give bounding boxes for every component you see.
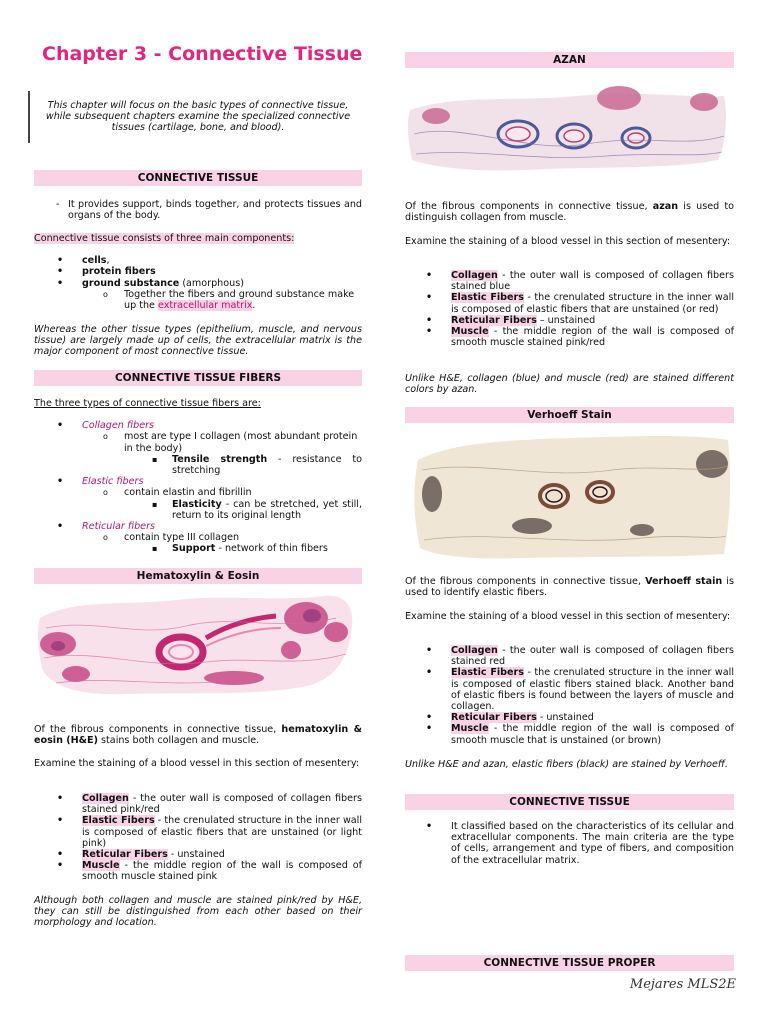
azan-examine: Examine the staining of a blood vessel in this section of mesentery: [405, 236, 731, 247]
he-note: Although both collagen and muscle are stained pink/red by H&E, they can still be distinguished from each other based on their morphology and location. [34, 895, 362, 929]
section-heading-fibers: CONNECTIVE TISSUE FIBERS [34, 370, 362, 386]
azan-micrograph-image [406, 74, 732, 184]
list-item: • Collagen - the outer wall is composed of collagen fibers stained red [405, 645, 734, 667]
section-heading-verhoeff: Verhoeff Stain [405, 407, 734, 423]
list-item: • ground substance (amorphous) o Together the fibers and ground substance make up the extracellular matrix. [34, 278, 362, 312]
list-subitem: o contain type III collagen ▪ Support - network of thin fibers [34, 532, 362, 554]
ct-definition-item: - It provides support, binds together, and protects tissues and organs of the body. [34, 199, 362, 221]
verhoeff-note: Unlike H&E and azan, elastic fibers (black) are stained by Verhoeff. [405, 759, 728, 770]
azan-description: Of the fibrous components in connective tissue, azan is used to distinguish collagen from muscle. [405, 201, 734, 224]
ct-classification [405, 821, 734, 866]
verhoeff-description: Of the fibrous components in connective tissue, Verhoeff stain is used to identify elastic fibers. [405, 576, 734, 599]
author-signature: Mejares MLS2E [629, 977, 736, 992]
he-examine: Examine the staining of a blood vessel in this section of mesentery: [34, 758, 360, 769]
chapter-title: Chapter 3 - Connective Tissue [42, 43, 363, 65]
list-item: • cells, [34, 255, 362, 266]
he-stain-list [34, 793, 362, 883]
list-subitem: o most are type I collagen (most abundant protein in the body) ▪ Tensile strength - resistance to stretching [34, 431, 362, 476]
list-item: • Collagen fibers o most are type I collagen (most abundant protein in the body) ▪ Tensile strength - resistance to stretching [34, 420, 362, 476]
list-item: • Elastic Fibers - the crenulated structure in the inner wall is composed of elastic fibers that are unstained (or red) [405, 292, 734, 314]
section-heading-connective-tissue: CONNECTIVE TISSUE [34, 170, 362, 186]
section-heading-he: Hematoxylin & Eosin [34, 568, 362, 584]
list-item: • Reticular fibers o contain type III collagen ▪ Support - network of thin fibers [34, 521, 362, 555]
list-item: • Elastic fibers o contain elastin and fibrillin ▪ Elasticity - can be stretched, yet still, return to its original length [34, 476, 362, 521]
list-subitem: o Together the fibers and ground substance make up the extracellular matrix. [34, 289, 362, 311]
list-item: • Reticular Fibers - unstained [34, 849, 362, 860]
fiber-types [34, 398, 362, 555]
intro-text: This chapter will focus on the basic types of connective tissue, while subsequent chapters examine the specialized connective tissues (cartilage, bone, and blood). [45, 100, 351, 134]
ct-note: Whereas the other tissue types (epithelium, muscle, and nervous tissue) are largely made up of cells, the extracellular matrix is the major component of most connective tissue. [34, 324, 362, 358]
list-subitem: ▪ Support - network of thin fibers [34, 543, 362, 554]
ct-definition [34, 199, 362, 221]
list-item: • Muscle - the middle region of the wall is composed of smooth muscle stained pink/red [405, 326, 734, 348]
list-subitem: o contain elastin and fibrillin ▪ Elasticity - can be stretched, yet still, return to its original length [34, 487, 362, 521]
components-intro: Connective tissue consists of three main components: [34, 233, 295, 244]
list-item: • protein fibers [34, 266, 362, 277]
list-item: • Elastic Fibers - the crenulated structure in the inner wall is composed of elastic fibers stained black. Another band of elastic fibers is found between the layers of muscle and collagen. [405, 667, 734, 712]
list-subitem: ▪ Tensile strength - resistance to stretching [34, 454, 362, 476]
section-heading-azan: AZAN [405, 52, 734, 68]
highlight-term: extracellular matrix [158, 300, 253, 312]
list-item: • Muscle - the middle region of the wall is composed of smooth muscle that is unstained (or brown) [405, 723, 734, 745]
fibers-intro: The three types of connective tissue fibers are: [34, 398, 261, 409]
list-item: • Reticular Fibers - unstained [405, 712, 734, 723]
azan-note: Unlike H&E, collagen (blue) and muscle (red) are stained different colors by azan. [405, 373, 734, 396]
list-item: • Muscle - the middle region of the wall is composed of smooth muscle stained pink [34, 860, 362, 882]
verhoeff-micrograph-image [412, 430, 734, 562]
list-item: • Reticular Fibers – unstained [405, 315, 734, 326]
section-heading-ct-proper: CONNECTIVE TISSUE PROPER [405, 955, 734, 971]
verhoeff-stain-list [405, 645, 734, 746]
list-item: • Collagen - the outer wall is composed of collagen fibers stained blue [405, 270, 734, 292]
verhoeff-examine: Examine the staining of a blood vessel in this section of mesentery: [405, 611, 731, 622]
list-subitem: ▪ Elasticity - can be stretched, yet still, return to its original length [34, 499, 362, 521]
intro-rule [28, 91, 30, 143]
azan-stain-list [405, 270, 734, 348]
list-item: • Elastic Fibers - the crenulated structure in the inner wall is composed of elastic fibers that are unstained (or light pink) [34, 815, 362, 849]
section-heading-connective-tissue-2: CONNECTIVE TISSUE [405, 794, 734, 810]
list-item: • Collagen - the outer wall is composed of collagen fibers stained pink/red [34, 793, 362, 815]
he-micrograph-image [36, 588, 358, 706]
he-description: Of the fibrous components in connective tissue, hematoxylin & eosin (H&E) stains both collagen and muscle. [34, 724, 362, 747]
list-item: • It classified based on the characteristics of its cellular and extracellular components. The main criteria are the type of cells, arrangement and type of fibers, and composition of the extracellular matrix. [405, 821, 734, 866]
ct-components [34, 233, 362, 311]
